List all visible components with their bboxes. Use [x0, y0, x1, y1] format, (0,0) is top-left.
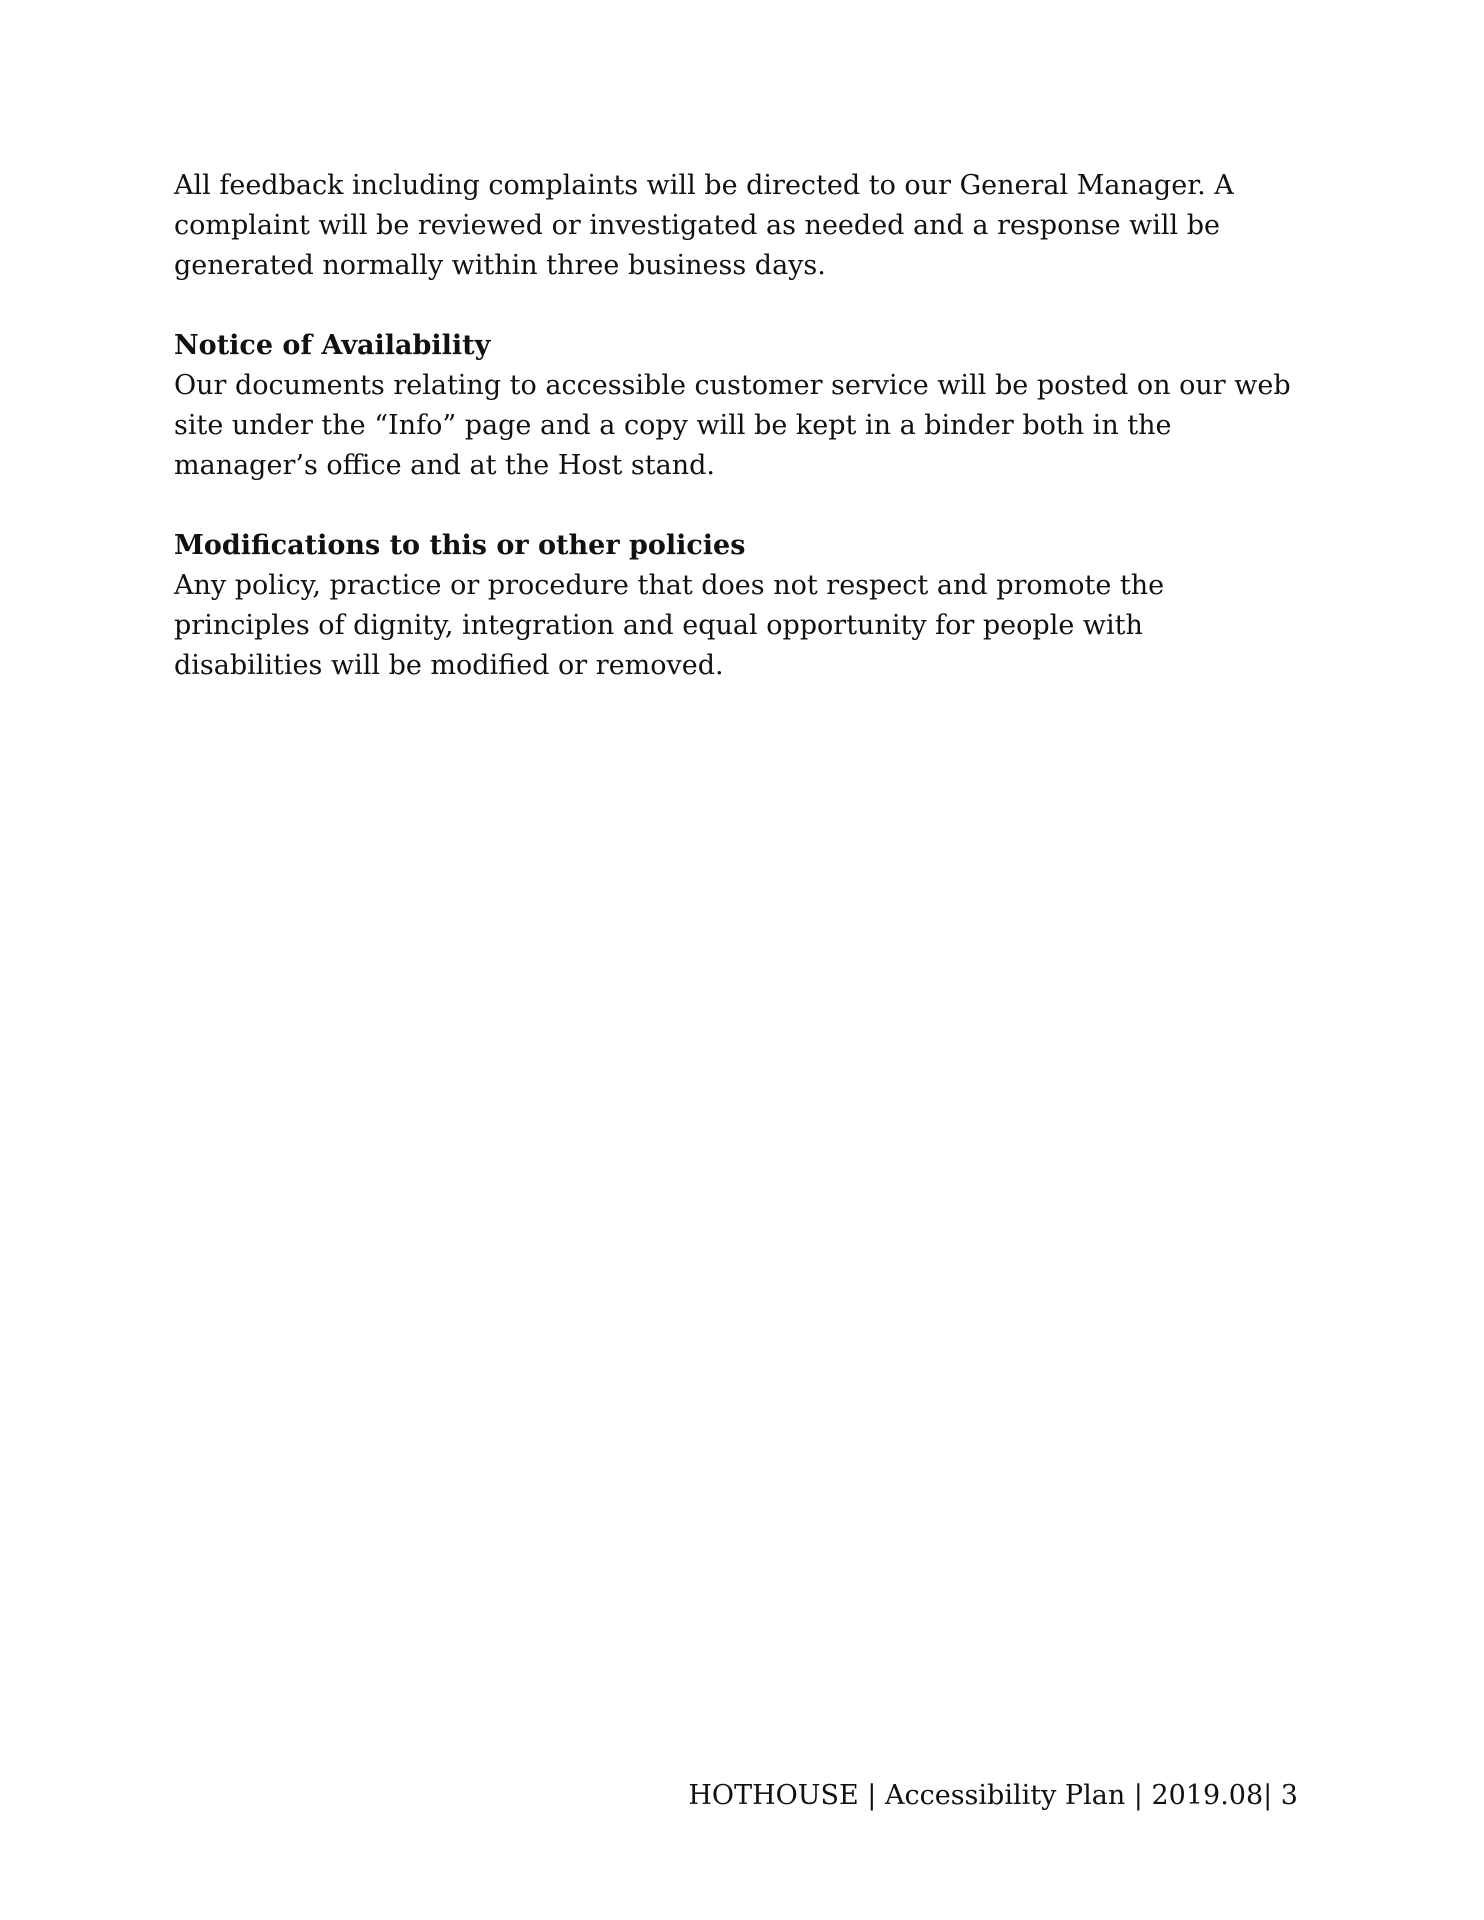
section-body: Any policy, practice or procedure that does not respect and promote the principles of dignity, integration and equal opportunity for people with disabilities will be modified or removed.	[174, 570, 1165, 681]
feedback-paragraph: All feedback including complaints will be directed to our General Manager. A complaint will be reviewed or investigated as needed and a response will be generated normally within three business days.	[174, 170, 1234, 281]
section-body: Our documents relating to accessible customer service will be posted on our web site under the “Info” page and a copy will be kept in a binder both in the manager’s office and at the Host stand.	[174, 370, 1291, 481]
page-footer: HOTHOUSE | Accessibility Plan | 2019.08| 3	[688, 1780, 1298, 1811]
section-heading: Notice of Availability	[174, 330, 491, 361]
section-modifications	[174, 526, 1294, 686]
section-heading: Modifications to this or other policies	[174, 530, 746, 561]
document-body	[174, 166, 1294, 686]
section-notice-of-availability	[174, 326, 1294, 486]
